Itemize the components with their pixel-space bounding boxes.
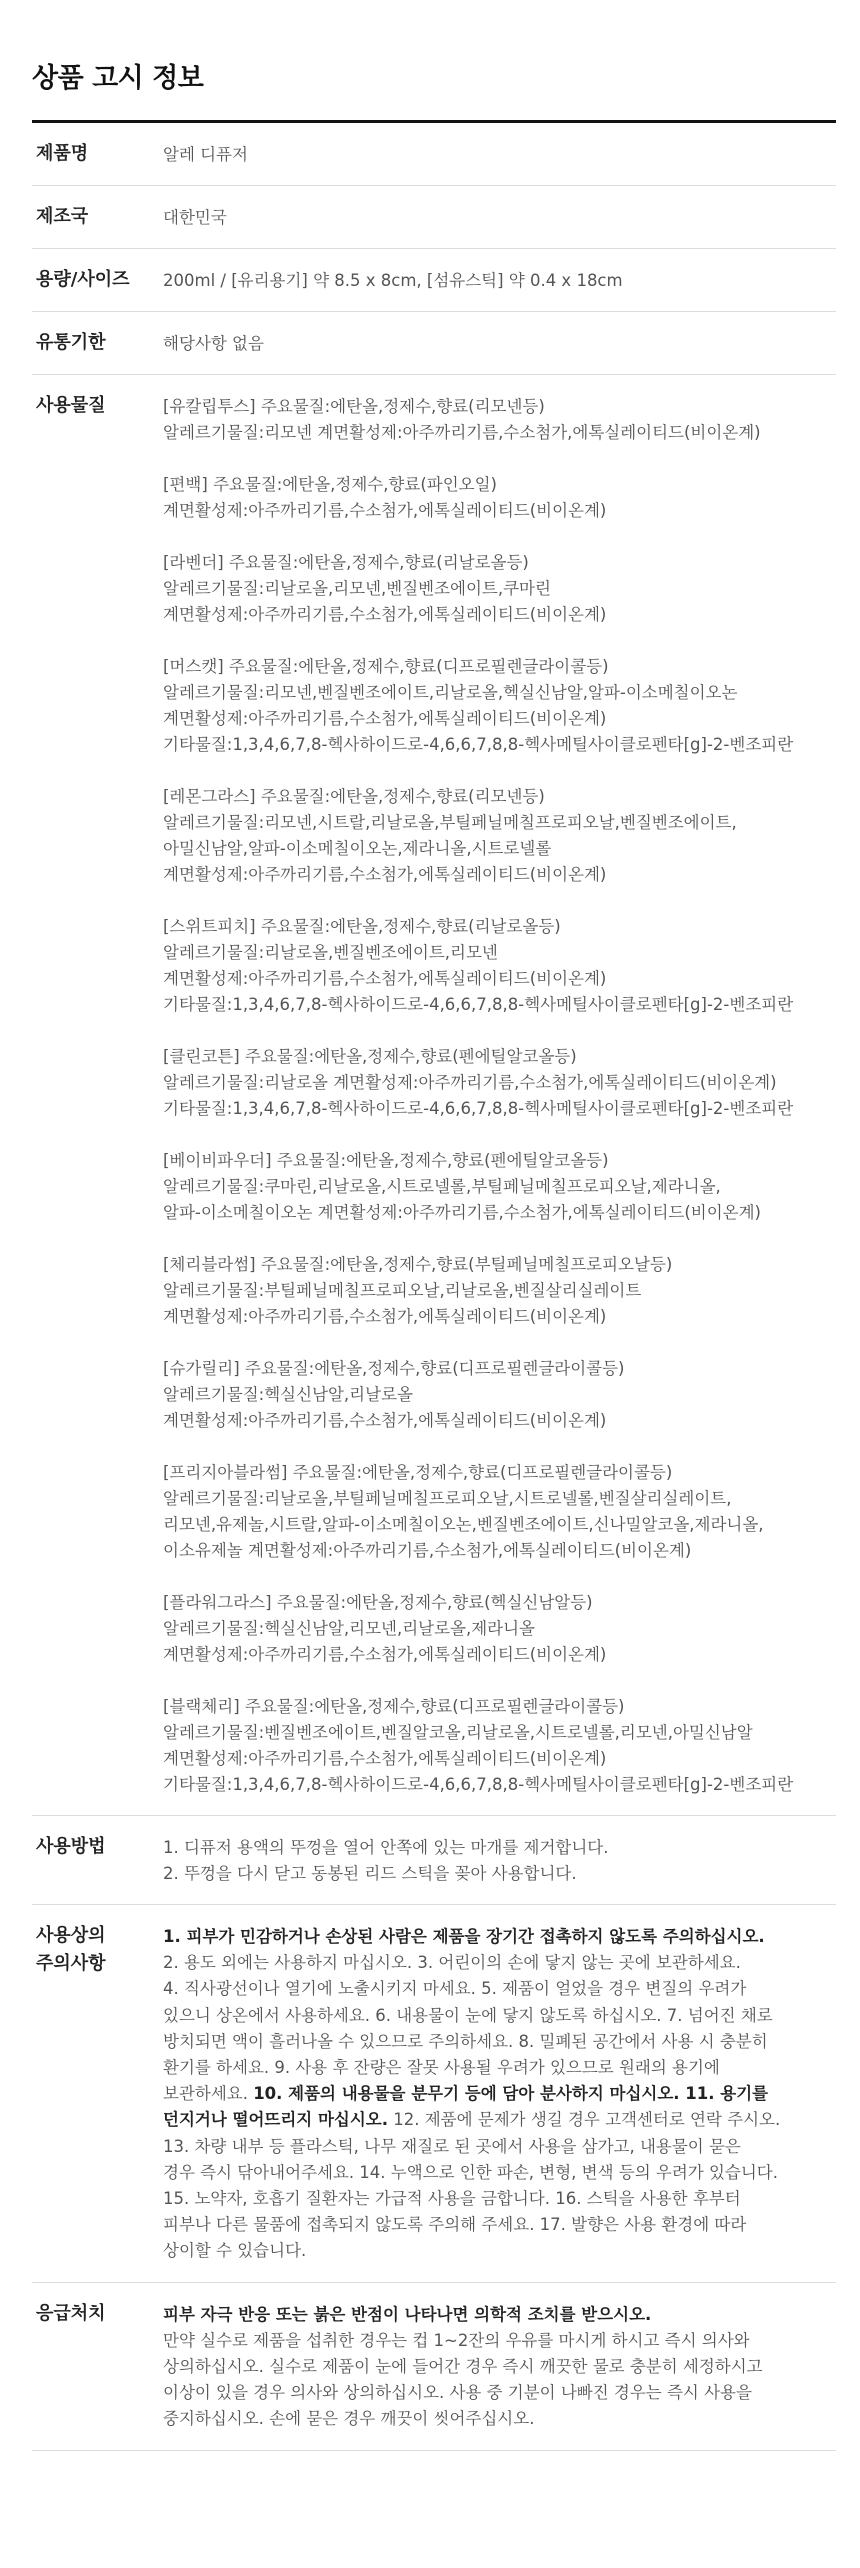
page-title: 상품 고시 정보 bbox=[32, 56, 836, 123]
caution-line-segment: 환기를 하세요. 9. 사용 후 잔량은 잘못 사용될 우려가 있으므로 원래의 용기에 bbox=[163, 2058, 720, 2078]
material-line: [클린코튼] 주요물질:에탄올,정제수,향료(펜에틸알코올등) bbox=[163, 1047, 577, 1066]
material-line: 계면활성제:아주까리기름,수소첨가,에톡실레이티드(비이온계) bbox=[163, 1749, 607, 1768]
row-materials bbox=[32, 375, 836, 1816]
row-label: 제조국 bbox=[36, 206, 89, 227]
emergency-line bbox=[163, 2406, 836, 2432]
emergency-line-segment: 만약 실수로 제품을 섭취한 경우는 컵 1~2잔의 우유를 마시게 하시고 즉시 의사와 bbox=[163, 2330, 750, 2350]
caution-line-segment: 경우 즉시 닦아내어주세요. 14. 누액으로 인한 파손, 변형, 변색 등의 우려가 있습니다. bbox=[163, 2162, 778, 2182]
label-line: 주의사항 bbox=[36, 1953, 106, 1974]
caution-line bbox=[163, 2081, 836, 2107]
caution-line-segment: 상이할 수 있습니다. bbox=[163, 2241, 307, 2261]
material-line: [유칼립투스] 주요물질:에탄올,정제수,향료(리모넨등) bbox=[163, 397, 545, 416]
caution-line-segment: 12. 제품에 문제가 생길 경우 고객센터로 연락 주시오. bbox=[387, 2110, 781, 2130]
row-expiry bbox=[32, 312, 836, 375]
emergency-line-segment: 중지하십시오. 손에 묻은 경우 깨끗이 씻어주십시오. bbox=[163, 2409, 535, 2429]
material-line: 계면활성제:아주까리기름,수소첨가,에톡실레이티드(비이온계) bbox=[163, 605, 607, 624]
material-line: 계면활성제:아주까리기름,수소첨가,에톡실레이티드(비이온계) bbox=[163, 969, 607, 988]
caution-line bbox=[163, 2238, 836, 2264]
material-line: 알레르기물질:쿠마린,리날로올,시트로넬롤,부틸페닐메칠프로피오날,제라니올, bbox=[163, 1177, 721, 1196]
caution-line bbox=[163, 2003, 836, 2029]
row-label: 제품명 bbox=[36, 143, 89, 164]
caution-line-segment: 방치되면 액이 흘러나올 수 있으므로 주의하세요. 8. 밀폐된 공간에서 사용 시 충분히 bbox=[163, 2031, 768, 2051]
material-line: [슈가릴리] 주요물질:에탄올,정제수,향료(디프로필렌글라이콜등) bbox=[163, 1359, 625, 1378]
caution-line-segment: 2. 용도 외에는 사용하지 마십시오. 3. 어린이의 손에 닿지 않는 곳에 보관하세요. bbox=[163, 1953, 741, 1973]
caution-line bbox=[163, 2055, 836, 2081]
material-line: 아밀신남알,알파-이소메칠이오논,제라니올,시트로넬롤 bbox=[163, 839, 552, 858]
material-line: [편백] 주요물질:에탄올,정제수,향료(파인오일) bbox=[163, 475, 497, 494]
caution-line bbox=[163, 2134, 836, 2160]
caution-line bbox=[163, 1950, 836, 1976]
row-label: 유통기한 bbox=[36, 332, 106, 353]
material-line: 리모넨,유제놀,시트랄,알파-이소메칠이오논,벤질벤조에이트,신나밀알코올,제라니올, bbox=[163, 1515, 764, 1534]
row-caution bbox=[32, 1905, 836, 2283]
method-list bbox=[163, 1816, 836, 1904]
row-emergency bbox=[32, 2283, 836, 2451]
material-block bbox=[163, 914, 836, 1018]
caution-text bbox=[163, 1905, 836, 2282]
emergency-line bbox=[163, 2328, 836, 2354]
row-method bbox=[32, 1816, 836, 1905]
caution-line-segment: 13. 차량 내부 등 플라스틱, 나무 재질로 된 곳에서 사용을 삼가고, 내용물이 묻은 bbox=[163, 2136, 741, 2156]
material-block bbox=[163, 784, 836, 888]
row-label: 용량/사이즈 bbox=[36, 269, 130, 290]
material-line: [레몬그라스] 주요물질:에탄올,정제수,향료(리모넨등) bbox=[163, 787, 545, 806]
material-block bbox=[163, 1460, 836, 1564]
material-line: [라벤더] 주요물질:에탄올,정제수,향료(리날로올등) bbox=[163, 553, 529, 572]
material-line: 계면활성제:아주까리기름,수소첨가,에톡실레이티드(비이온계) bbox=[163, 1411, 607, 1430]
material-block bbox=[163, 394, 836, 446]
row-origin bbox=[32, 186, 836, 249]
method-line: 2. 뚜껑을 다시 닫고 동봉된 리드 스틱을 꽂아 사용합니다. bbox=[163, 1864, 577, 1883]
row-value: 200ml / [유리용기] 약 8.5 x 8cm, [섬유스틱] 약 0.4 x 18cm bbox=[163, 271, 623, 290]
material-line: 기타물질:1,3,4,6,7,8-헥사하이드로-4,6,6,7,8,8-헥사메틸사이클로펜타[g]-2-벤조피란 bbox=[163, 995, 794, 1014]
material-line: 알레르기물질:헥실신남알,리날로올 bbox=[163, 1385, 413, 1404]
material-line: 알레르기물질:헥실신남알,리모넨,리날로올,제라니올 bbox=[163, 1619, 535, 1638]
material-line: 알레르기물질:리날로올,벤질벤조에이트,리모넨 bbox=[163, 943, 498, 962]
caution-line bbox=[163, 1924, 836, 1950]
caution-line-segment: 10. 제품의 내용물을 분무기 등에 담아 분사하지 마십시오. 11. 용기를 bbox=[253, 2084, 769, 2104]
material-block bbox=[163, 1252, 836, 1330]
material-line: 기타물질:1,3,4,6,7,8-헥사하이드로-4,6,6,7,8,8-헥사메틸사이클로펜타[g]-2-벤조피란 bbox=[163, 1775, 794, 1794]
emergency-line-segment: 상의하십시오. 실수로 제품이 눈에 들어간 경우 즉시 깨끗한 물로 충분히 세정하시고 bbox=[163, 2357, 763, 2377]
emergency-line bbox=[163, 2354, 836, 2380]
material-block bbox=[163, 654, 836, 758]
material-line: 기타물질:1,3,4,6,7,8-헥사하이드로-4,6,6,7,8,8-헥사메틸사이클로펜타[g]-2-벤조피란 bbox=[163, 735, 794, 754]
caution-line-segment: 15. 노약자, 호흡기 질환자는 가급적 사용을 금합니다. 16. 스틱을 사용한 후부터 bbox=[163, 2189, 741, 2209]
row-capacity bbox=[32, 249, 836, 312]
material-line: [머스캣] 주요물질:에탄올,정제수,향료(디프로필렌글라이콜등) bbox=[163, 657, 609, 676]
row-label: 응급처치 bbox=[36, 2302, 106, 2324]
caution-line bbox=[163, 2160, 836, 2186]
material-line: 계면활성제:아주까리기름,수소첨가,에톡실레이티드(비이온계) bbox=[163, 709, 607, 728]
material-line: 계면활성제:아주까리기름,수소첨가,에톡실레이티드(비이온계) bbox=[163, 865, 607, 884]
row-label bbox=[32, 1905, 163, 2282]
material-line: [베이비파우더] 주요물질:에탄올,정제수,향료(펜에틸알코올등) bbox=[163, 1151, 609, 1170]
method-line: 1. 디퓨저 용액의 뚜껑을 열어 안쪽에 있는 마개를 제거합니다. bbox=[163, 1838, 609, 1857]
emergency-line bbox=[163, 2380, 836, 2406]
caution-line bbox=[163, 1976, 836, 2002]
material-line: 계면활성제:아주까리기름,수소첨가,에톡실레이티드(비이온계) bbox=[163, 501, 607, 520]
material-line: [플라워그라스] 주요물질:에탄올,정제수,향료(헥실신남알등) bbox=[163, 1593, 593, 1612]
material-line: 알레르기물질:리날로올,리모넨,벤질벤조에이트,쿠마린 bbox=[163, 579, 551, 598]
material-block bbox=[163, 550, 836, 628]
material-block bbox=[163, 1044, 836, 1122]
material-line: 알레르기물질:리모넨 계면활성제:아주까리기름,수소첨가,에톡실레이티드(비이온계) bbox=[163, 423, 761, 442]
emergency-text bbox=[163, 2283, 836, 2450]
material-line: 알레르기물질:부틸페닐메칠프로피오날,리날로올,벤질살리실레이트 bbox=[163, 1281, 642, 1300]
material-line: 계면활성제:아주까리기름,수소첨가,에톡실레이티드(비이온계) bbox=[163, 1645, 607, 1664]
material-line: 알레르기물질:리모넨,벤질벤조에이트,리날로올,헥실신남알,알파-이소메칠이오논 bbox=[163, 683, 738, 702]
material-line: 기타물질:1,3,4,6,7,8-헥사하이드로-4,6,6,7,8,8-헥사메틸사이클로펜타[g]-2-벤조피란 bbox=[163, 1099, 794, 1118]
caution-line-segment: 1. 피부가 민감하거나 손상된 사람은 제품을 장기간 접촉하지 않도록 주의하십시오. bbox=[163, 1927, 765, 1946]
caution-line-segment: 보관하세요. bbox=[163, 2084, 254, 2104]
caution-line bbox=[163, 2029, 836, 2055]
caution-line-segment: 던지거나 떨어뜨리지 마십시오. bbox=[163, 2110, 388, 2130]
material-line: [블랙체리] 주요물질:에탄올,정제수,향료(디프로필렌글라이콜등) bbox=[163, 1697, 625, 1716]
row-value: 해당사항 없음 bbox=[163, 334, 264, 353]
caution-line-segment: 피부나 다른 물품에 접촉되지 않도록 주의해 주세요. 17. 발향은 사용 환경에 따라 bbox=[163, 2215, 747, 2235]
row-label: 사용물질 bbox=[36, 395, 106, 416]
material-line: 알레르기물질:리날로올 계면활성제:아주까리기름,수소첨가,에톡실레이티드(비이온계) bbox=[163, 1073, 777, 1092]
caution-line bbox=[163, 2212, 836, 2238]
materials-list bbox=[163, 375, 836, 1815]
row-value: 알레 디퓨저 bbox=[163, 145, 248, 164]
material-block bbox=[163, 1356, 836, 1434]
emergency-line-segment: 이상이 있을 경우 의사와 상의하십시오. 사용 중 기분이 나빠진 경우는 즉시 사용을 bbox=[163, 2383, 752, 2403]
material-line: 계면활성제:아주까리기름,수소첨가,에톡실레이티드(비이온계) bbox=[163, 1307, 607, 1326]
material-block bbox=[163, 472, 836, 524]
label-line: 사용상의 bbox=[36, 1925, 106, 1946]
caution-line-segment: 4. 직사광선이나 열기에 노출시키지 마세요. 5. 제품이 얼었을 경우 변질의 우려가 bbox=[163, 1979, 747, 1999]
material-line: [스위트피치] 주요물질:에탄올,정제수,향료(리날로올등) bbox=[163, 917, 561, 936]
material-block bbox=[163, 1694, 836, 1798]
material-line: 알레르기물질:리날로올,부틸페닐메칠프로피오날,시트로넬롤,벤질살리실레이트, bbox=[163, 1489, 732, 1508]
material-line: 알레르기물질:벤질벤조에이트,벤질알코올,리날로올,시트로넬롤,리모넨,아밀신남알 bbox=[163, 1723, 753, 1742]
material-line: 이소유제놀 계면활성제:아주까리기름,수소첨가,에톡실레이티드(비이온계) bbox=[163, 1541, 692, 1560]
row-product-name bbox=[32, 123, 836, 186]
caution-line-segment: 있으니 상온에서 사용하세요. 6. 내용물이 눈에 닿지 않도록 하십시오. 7. 넘어진 채로 bbox=[163, 2005, 773, 2025]
caution-line bbox=[163, 2107, 836, 2133]
material-line: [체리블라썸] 주요물질:에탄올,정제수,향료(부틸페닐메칠프로피오날등) bbox=[163, 1255, 673, 1274]
material-line: 알파-이소메칠이오논 계면활성제:아주까리기름,수소첨가,에톡실레이티드(비이온계) bbox=[163, 1203, 761, 1222]
caution-line bbox=[163, 2186, 836, 2212]
emergency-line bbox=[163, 2302, 836, 2328]
material-block bbox=[163, 1590, 836, 1668]
row-label: 사용방법 bbox=[36, 1836, 106, 1857]
row-value: 대한민국 bbox=[163, 208, 227, 227]
material-block bbox=[163, 1148, 836, 1226]
material-line: [프리지아블라썸] 주요물질:에탄올,정제수,향료(디프로필렌글라이콜등) bbox=[163, 1463, 673, 1482]
emergency-line-segment: 피부 자극 반응 또는 붉은 반점이 나타나면 의학적 조치를 받으시오. bbox=[163, 2304, 652, 2324]
material-line: 알레르기물질:리모넨,시트랄,리날로올,부틸페닐메칠프로피오날,벤질벤조에이트, bbox=[163, 813, 737, 832]
